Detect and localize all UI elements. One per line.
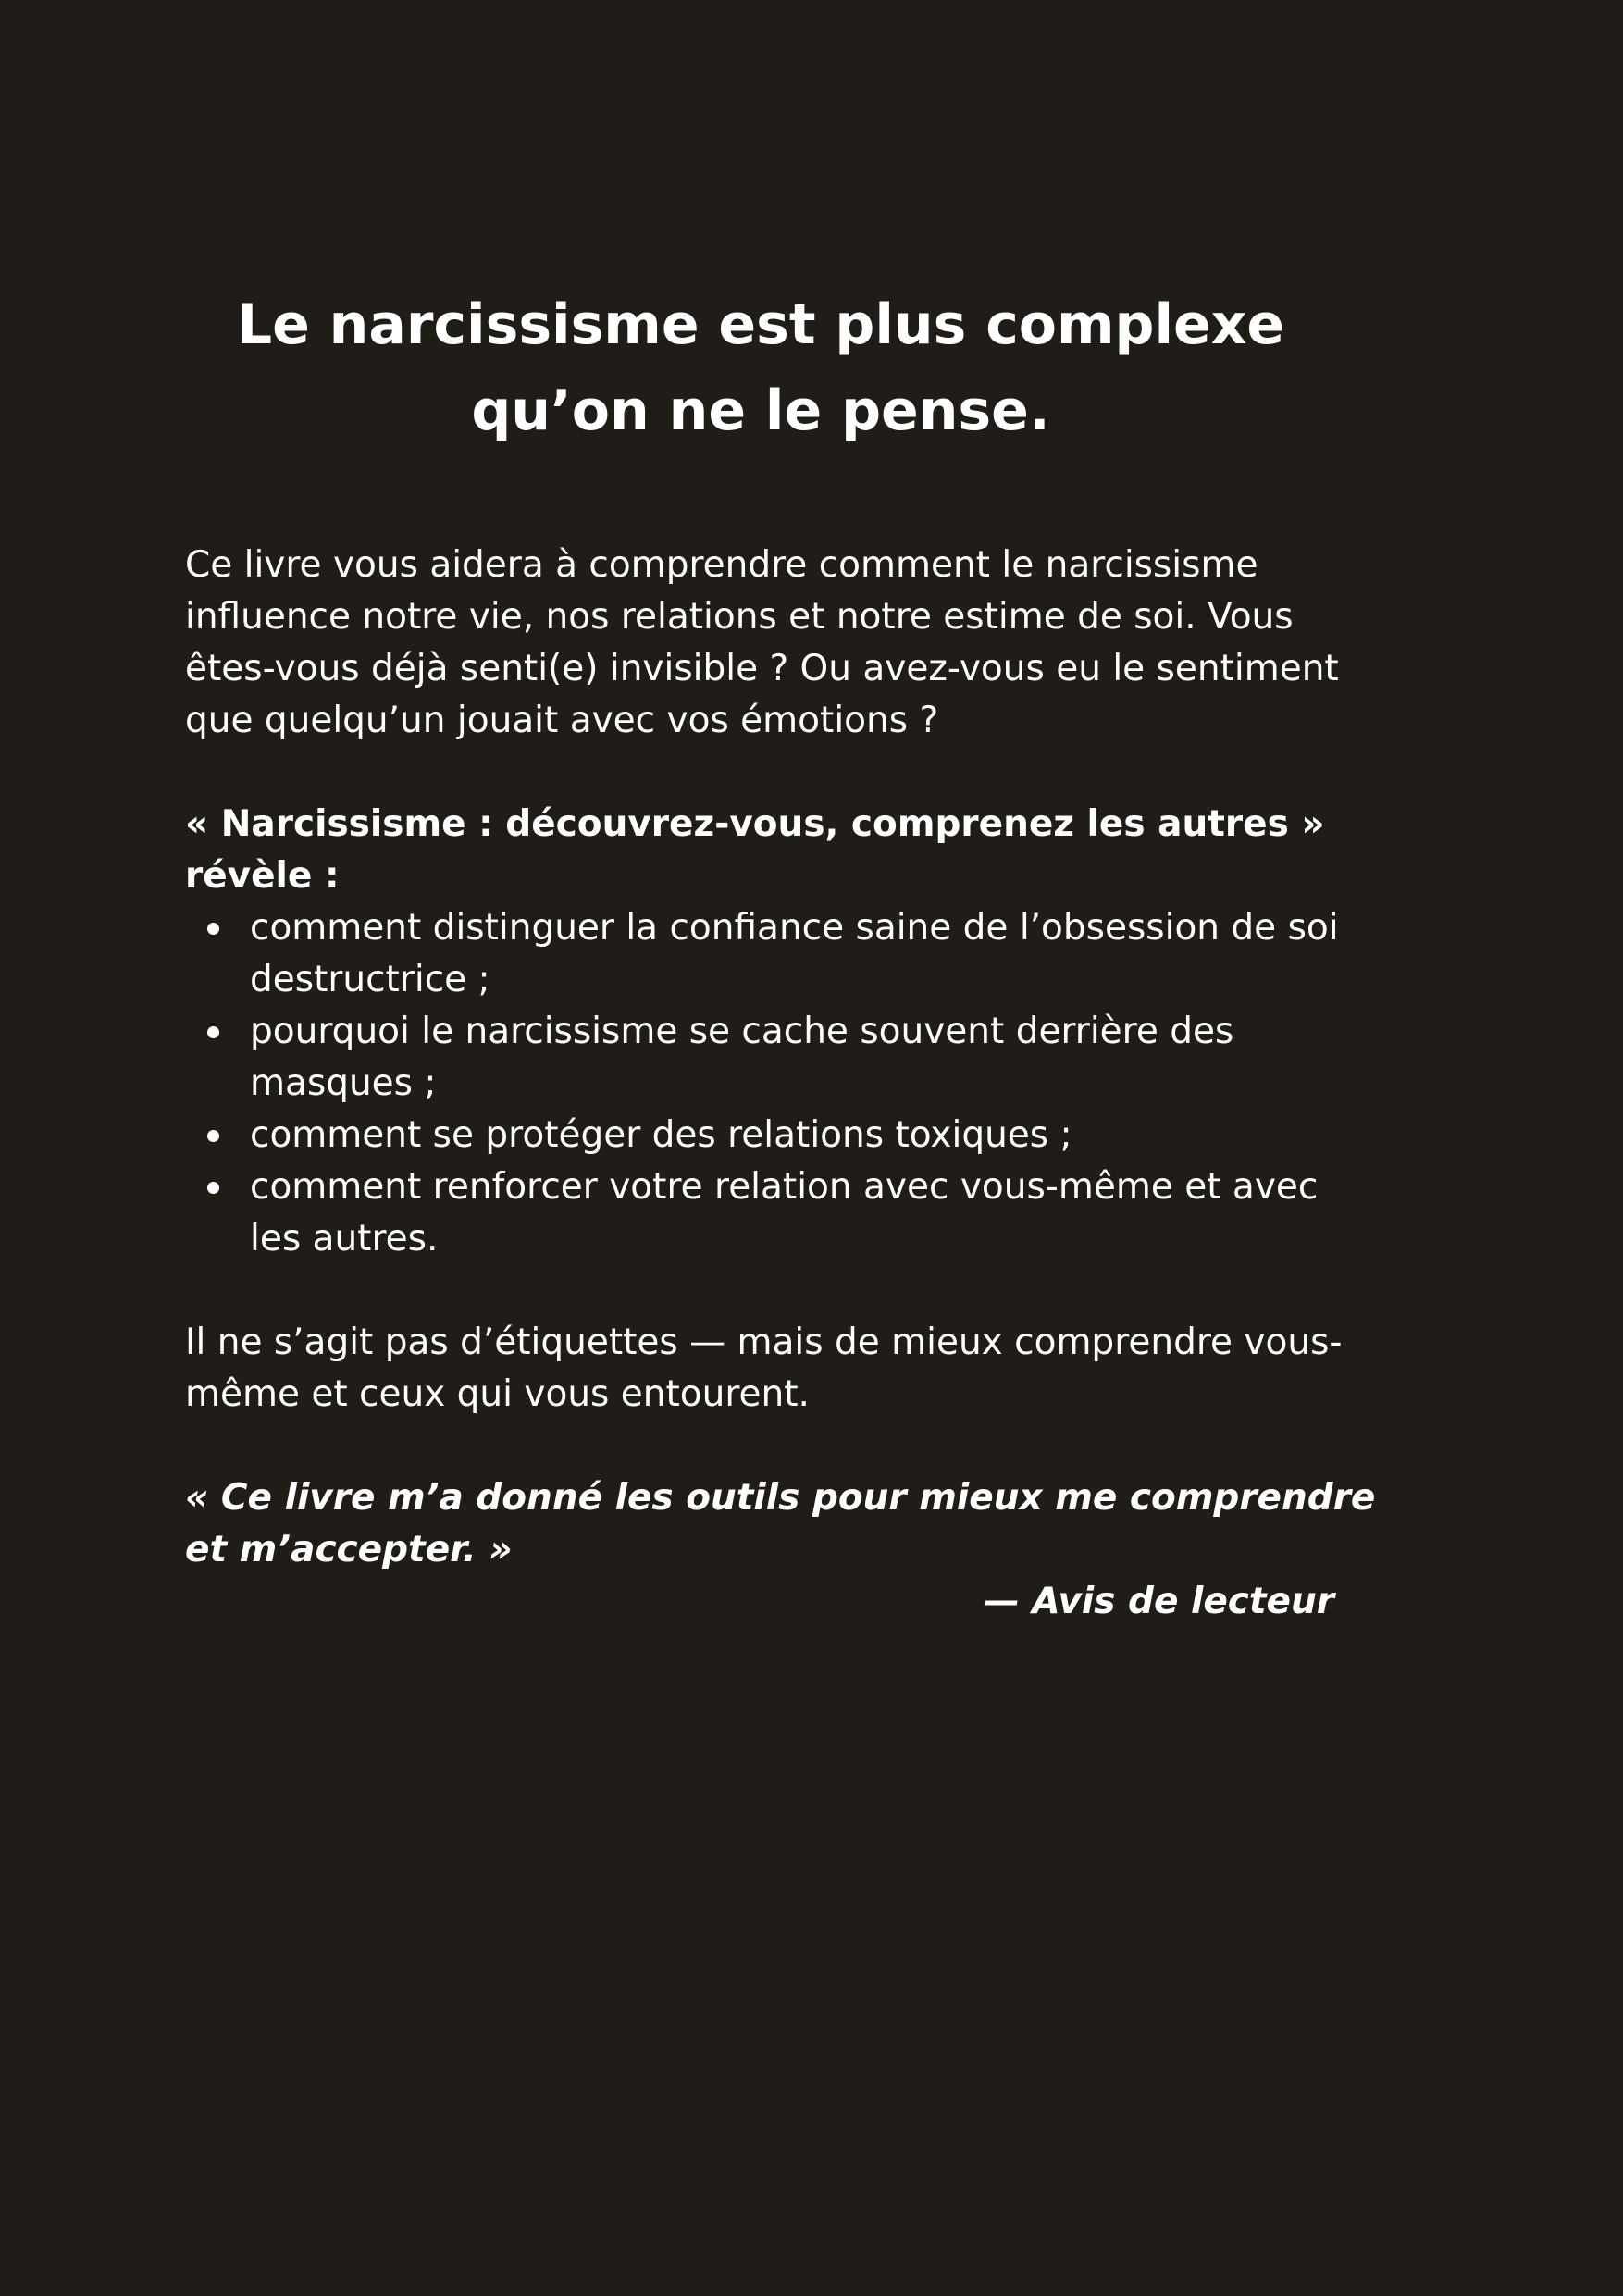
list-item bbox=[185, 1006, 1379, 1110]
benefits-list bbox=[185, 902, 1379, 1265]
list-item bbox=[185, 1161, 1379, 1265]
list-item bbox=[185, 1110, 1379, 1161]
page-title bbox=[185, 282, 1336, 454]
bullet-icon bbox=[207, 1182, 219, 1194]
list-item-text: comment distinguer la confiance saine de l’obsession de soi destructrice ; bbox=[250, 907, 1339, 1000]
quote-attribution: — Avis de lecteur bbox=[983, 1581, 1334, 1622]
bullet-icon bbox=[207, 923, 219, 935]
bullet-icon bbox=[207, 1026, 219, 1038]
body-text bbox=[185, 540, 1379, 1628]
title-line-2: qu’on ne le pense. bbox=[471, 379, 1050, 443]
intro-paragraph: Ce livre vous aidera à comprendre comment le narcissisme influence notre vie, nos relations et notre estime de soi. Vous êtes-vous déjà senti(e) invisible ? Ou avez-vous eu le sentiment que quelqu’un jouait avec vos émotions ? bbox=[185, 544, 1339, 741]
bullet-icon bbox=[207, 1130, 219, 1142]
list-item-text: comment se protéger des relations toxiques ; bbox=[250, 1114, 1072, 1156]
title-line-1: Le narcissisme est plus complexe bbox=[236, 292, 1285, 357]
list-item-text: comment renforcer votre relation avec vous-même et avec les autres. bbox=[250, 1166, 1319, 1260]
lead-heading: « Narcissisme : découvrez-vous, comprenez les autres » révèle : bbox=[185, 803, 1325, 897]
closing-paragraph: Il ne s’agit pas d’étiquettes — mais de mieux comprendre vous-même et ceux qui vous entourent. bbox=[185, 1322, 1343, 1415]
list-item-text: pourquoi le narcissisme se cache souvent derrière des masques ; bbox=[250, 1011, 1234, 1104]
list-item bbox=[185, 902, 1379, 1006]
reader-quote: « Ce livre m’a donné les outils pour mieux me comprendre et m’accepter. » bbox=[185, 1477, 1376, 1570]
